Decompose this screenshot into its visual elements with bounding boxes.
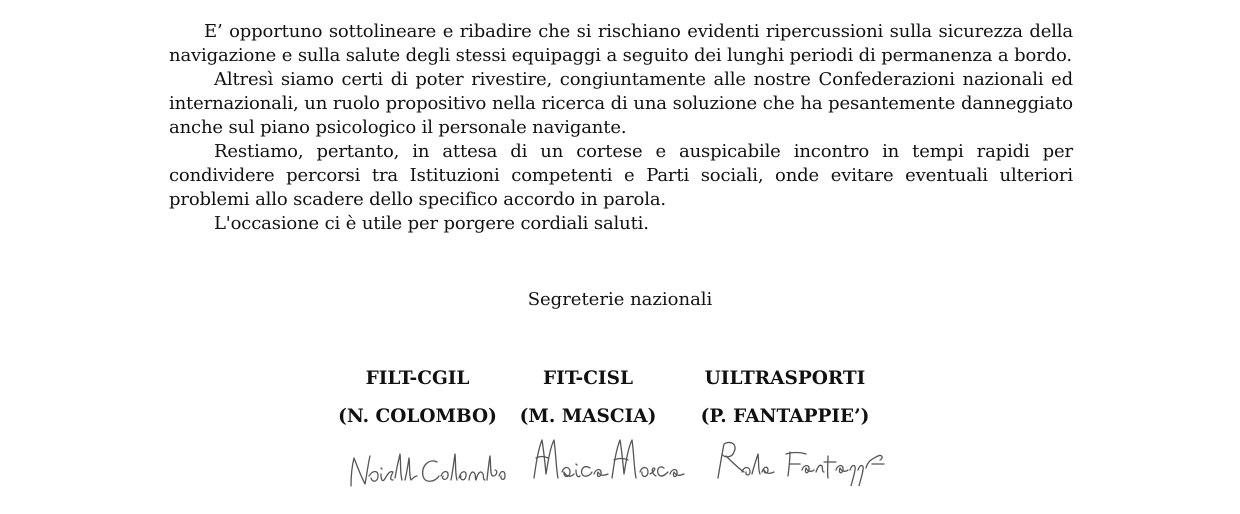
paragraph-greetings: L'occasione ci è utile per porgere cordiali saluti.: [214, 213, 649, 234]
org-fit-cisl: FIT-CISL: [543, 368, 633, 389]
signature-mascia-graphic: [528, 434, 688, 486]
signature-fantappie-graphic: [712, 434, 890, 486]
letter-body: [169, 20, 1073, 236]
signatory-name-colombo: (N. COLOMBO): [338, 406, 497, 427]
paragraph-role: Altresì siamo certi di poter rivestire, congiuntamente alle nostre Confederazioni nazionali ed internazionali, un ruolo propositivo nella ricerca di una soluzione che ha pesantemente danneggiato anche sul piano psicologico il personale navigante.: [169, 69, 1073, 138]
signatory-name-row: [0, 403, 1240, 431]
org-uiltrasporti: UILTRASPORTI: [704, 368, 866, 389]
signature-mascia: [528, 434, 688, 486]
organization-row: [0, 365, 1240, 393]
org-filt-cgil: FILT-CGIL: [365, 368, 470, 389]
handwritten-signatures: [0, 432, 1240, 502]
paragraph-meeting-request: Restiamo, pertanto, in attesa di un cortese e auspicabile incontro in tempi rapidi per condividere percorsi tra Istituzioni competenti e Parti sociali, onde evitare eventuali ulteriori problemi allo scadere dello specifico accordo in parola.: [169, 141, 1073, 210]
paragraph-safety: E’ opportuno sottolineare e ribadire che si rischiano evidenti ripercussioni sulla sicurezza della navigazione e sulla salute degli stessi equipaggi a seguito dei lunghi periodi di permanenza a bordo.: [169, 21, 1073, 66]
closing-segreterie: Segreterie nazionali: [527, 289, 713, 310]
signature-colombo-graphic: [345, 436, 510, 492]
signature-colombo: [345, 436, 510, 492]
signature-fantappie: [712, 434, 890, 486]
signatory-name-fantappie: (P. FANTAPPIE’): [700, 406, 870, 427]
signatory-name-mascia: (M. MASCIA): [519, 406, 657, 427]
